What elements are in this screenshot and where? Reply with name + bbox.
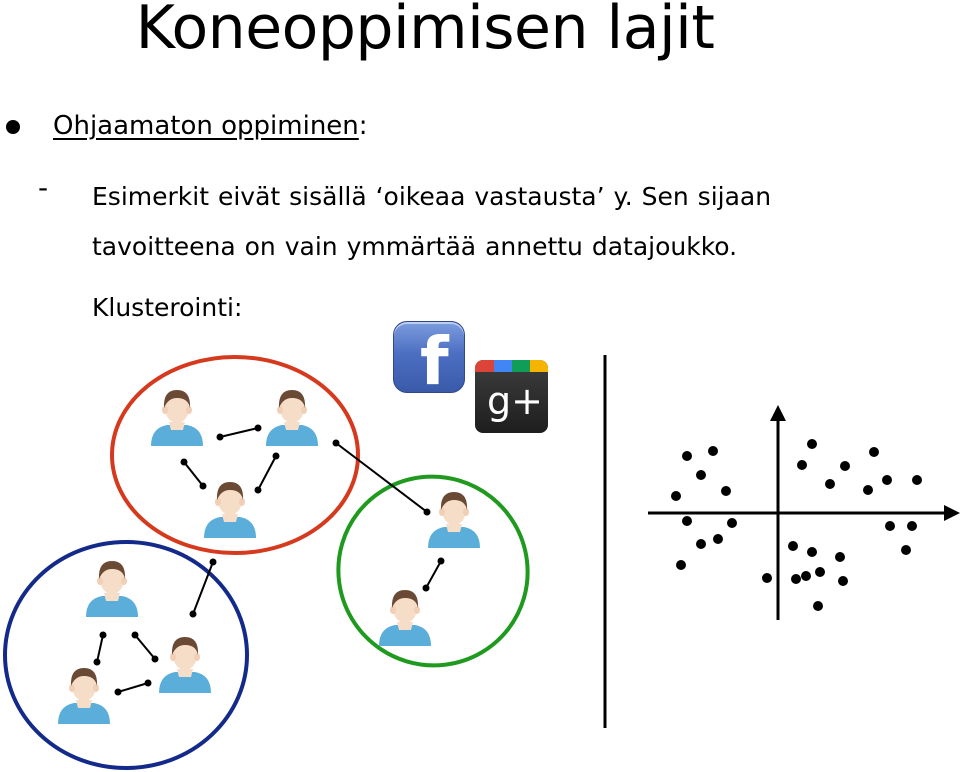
person-icon (151, 390, 203, 446)
clustering-heading: Klusterointi: (92, 293, 243, 322)
bullet-heading (53, 108, 368, 144)
person-icon (58, 668, 110, 724)
person-icon (86, 561, 138, 617)
facebook-glyph: f (420, 323, 449, 393)
blue-cluster-ellipse (5, 542, 247, 768)
dash-marker: - (38, 171, 49, 204)
person-icon (204, 482, 256, 538)
person-icon (428, 492, 480, 548)
bullet-dot (6, 120, 20, 134)
bullet-colon: : (358, 111, 368, 141)
green-cluster-ellipse (300, 438, 565, 703)
person-icon (159, 637, 211, 693)
person-icon (379, 590, 431, 646)
gplus-glyph: g+ (487, 379, 543, 423)
slide-title: Koneoppimisen lajit (135, 0, 715, 63)
clustering-diagram (0, 330, 960, 772)
person-icon (266, 390, 318, 446)
scatter-axes (648, 405, 960, 620)
description-paragraph: Esimerkit eivät sisällä ‘oikeaa vastausta’ y. Sen sijaan tavoitteena on vain ymmärtää annettu datajoukko. (92, 182, 772, 261)
unsupervised-learning-label: Ohjaamaton oppiminen (53, 111, 359, 141)
scatter-points (671, 439, 922, 611)
